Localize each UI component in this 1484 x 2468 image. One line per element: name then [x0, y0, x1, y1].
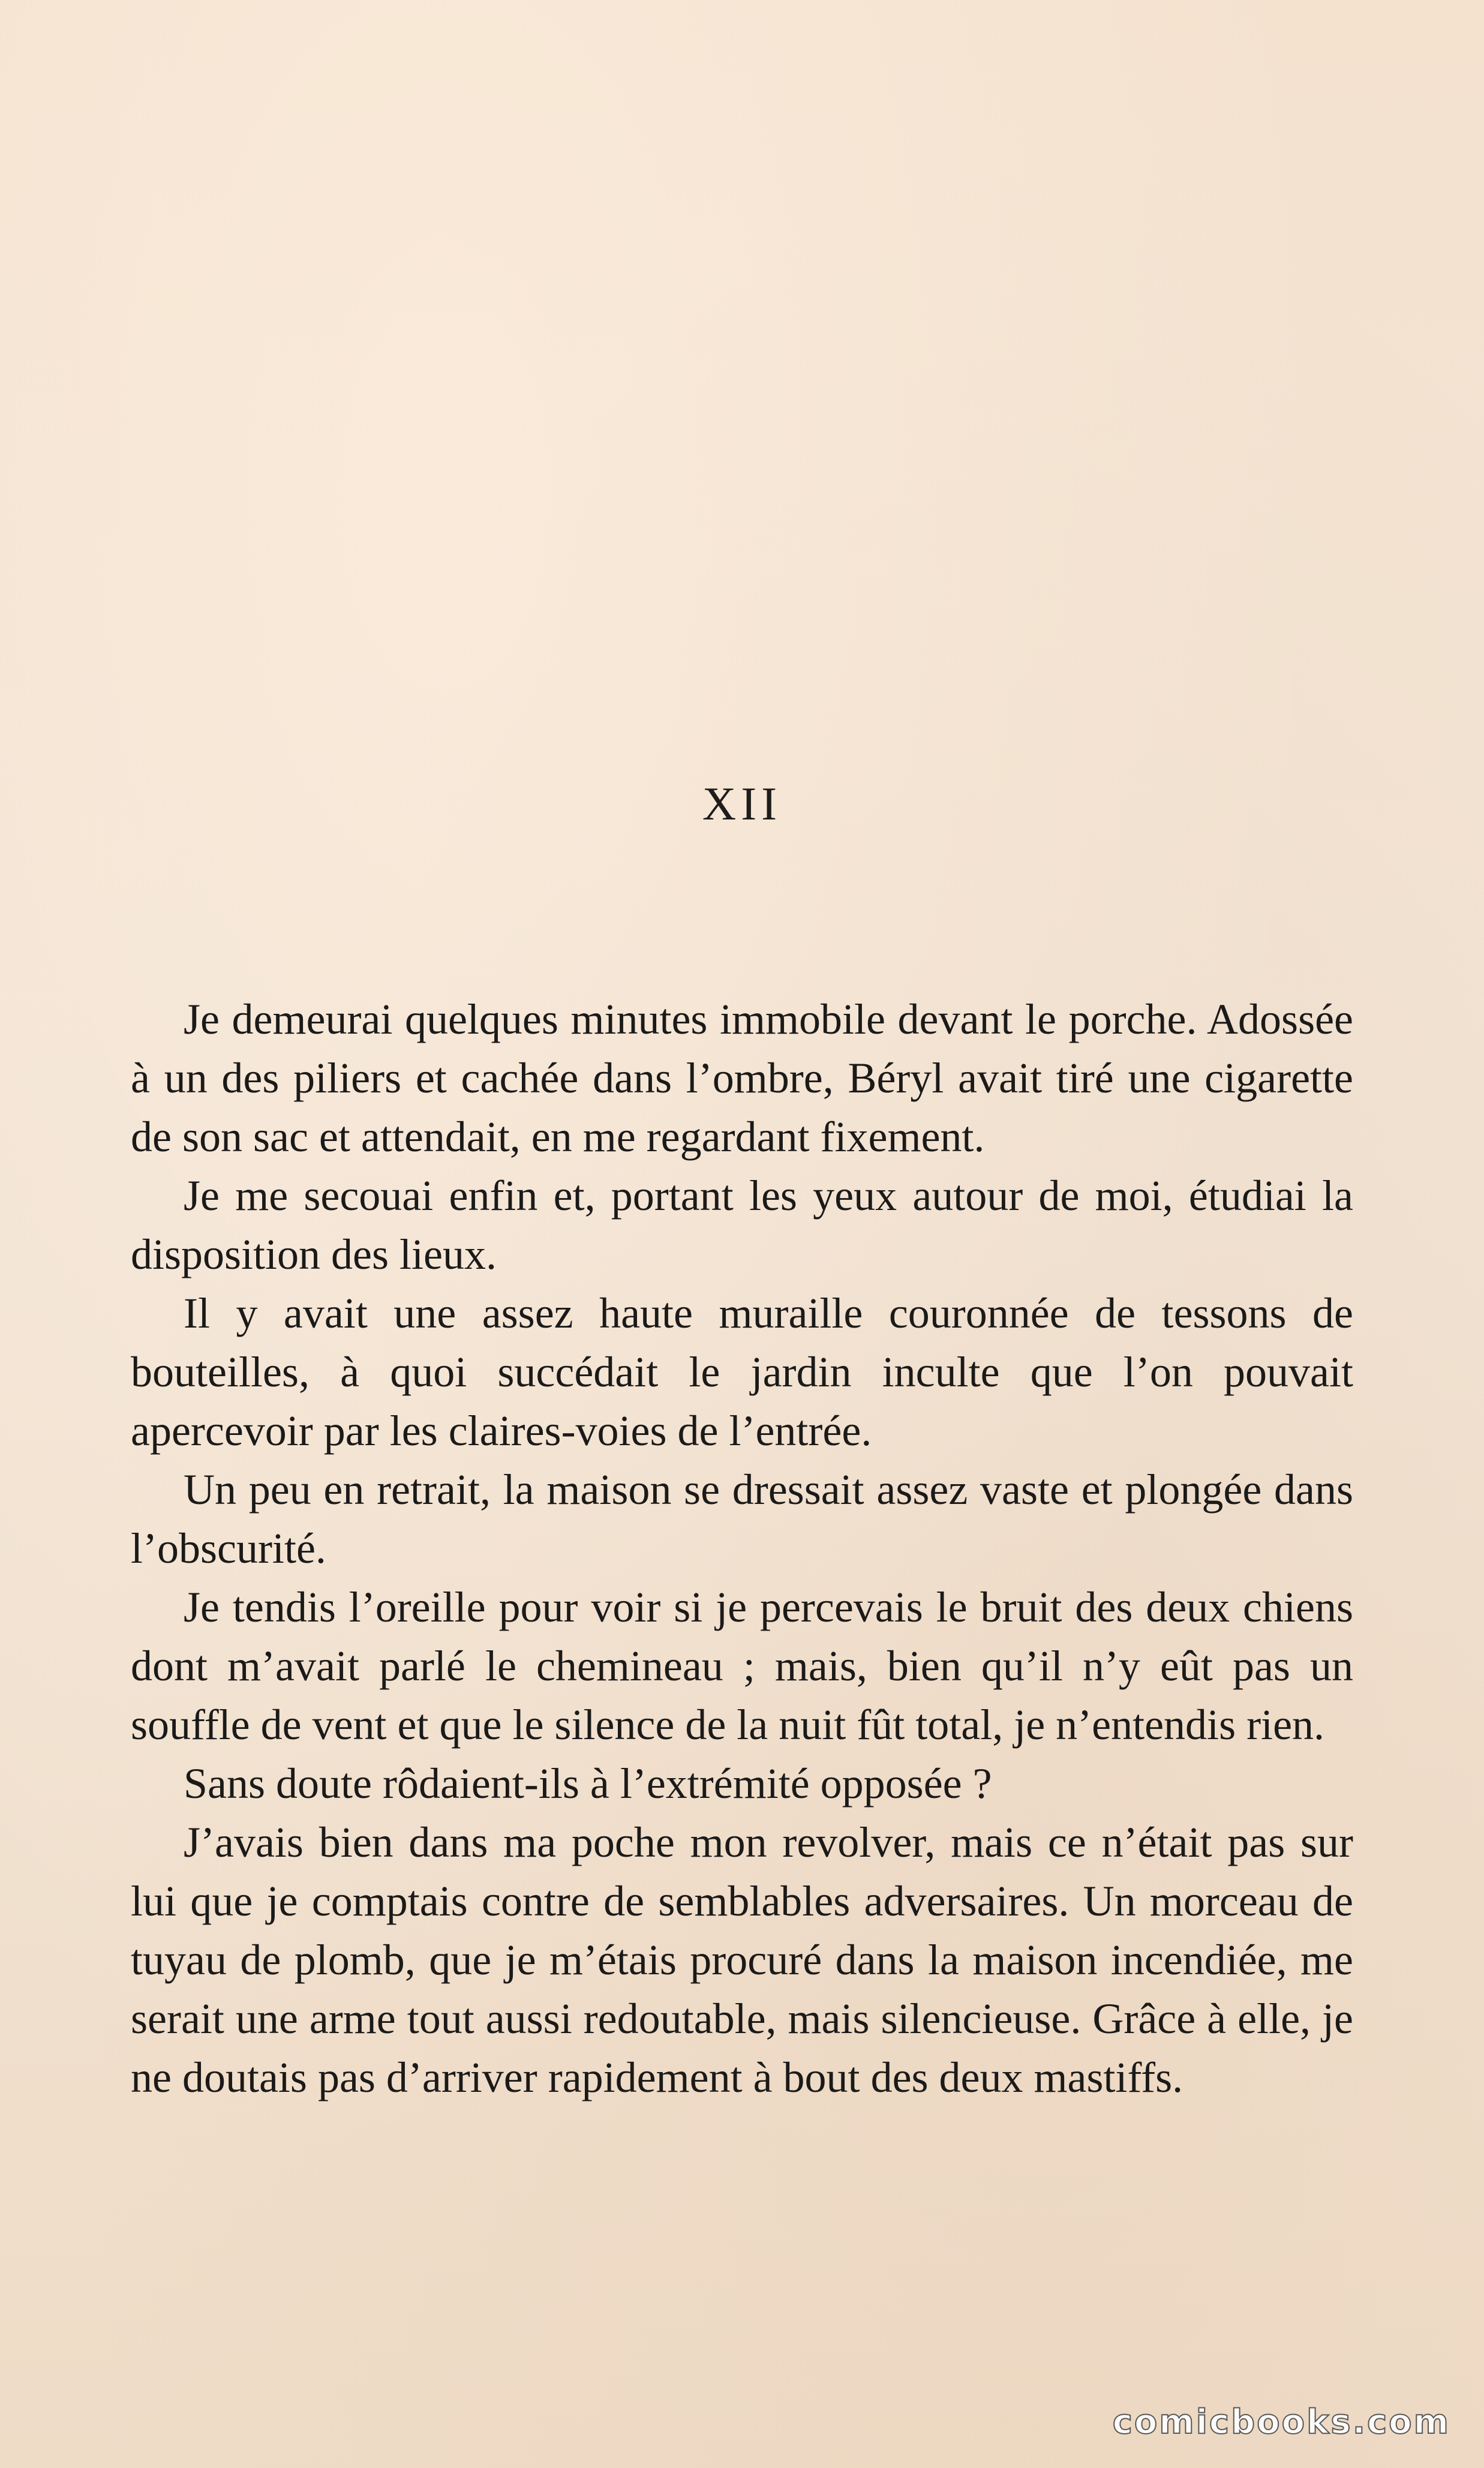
chapter-number: XII — [702, 777, 782, 830]
paragraph: Il y avait une assez haute muraille couronnée de tessons de bouteilles, à quoi succédait le jardin inculte que l’on pouvait apercevoir par les claires-voies de l’entrée. — [131, 1289, 1353, 1455]
paragraph: Je demeurai quelques minutes immobile devant le porche. Adossée à un des piliers et cachée dans l’ombre, Béryl avait tiré une cigarette de son sac et attendait, en me regardant fixement. — [131, 995, 1353, 1161]
paragraph: Sans doute rôdaient-ils à l’extrémité opposée ? — [184, 1760, 992, 1808]
body-text — [131, 990, 1353, 2107]
paragraph: Je me secouai enfin et, portant les yeux autour de moi, étudiai la disposition des lieux. — [131, 1172, 1353, 1278]
source-watermark: comicbooks.com — [1112, 2403, 1450, 2442]
paragraph: J’avais bien dans ma poche mon revolver, mais ce n’était pas sur lui que je comptais contre de semblables adversaires. Un morceau de tuyau de plomb, que je m’étais procuré dans la maison incendiée, me serait une arme tout aussi redoutable, mais silencieuse. Grâce à elle, je ne doutais pas d’arriver rapidement à bout des deux mastiffs. — [131, 1818, 1353, 2101]
paragraph: Un peu en retrait, la maison se dressait assez vaste et plongée dans l’obscurité. — [131, 1466, 1353, 1572]
paragraph: Je tendis l’oreille pour voir si je percevais le bruit des deux chiens dont m’avait parlé le chemineau ; mais, bien qu’il n’y eût pas un souffle de vent et que le silence de la nuit fût total, je n’entendis rien. — [131, 1583, 1353, 1749]
